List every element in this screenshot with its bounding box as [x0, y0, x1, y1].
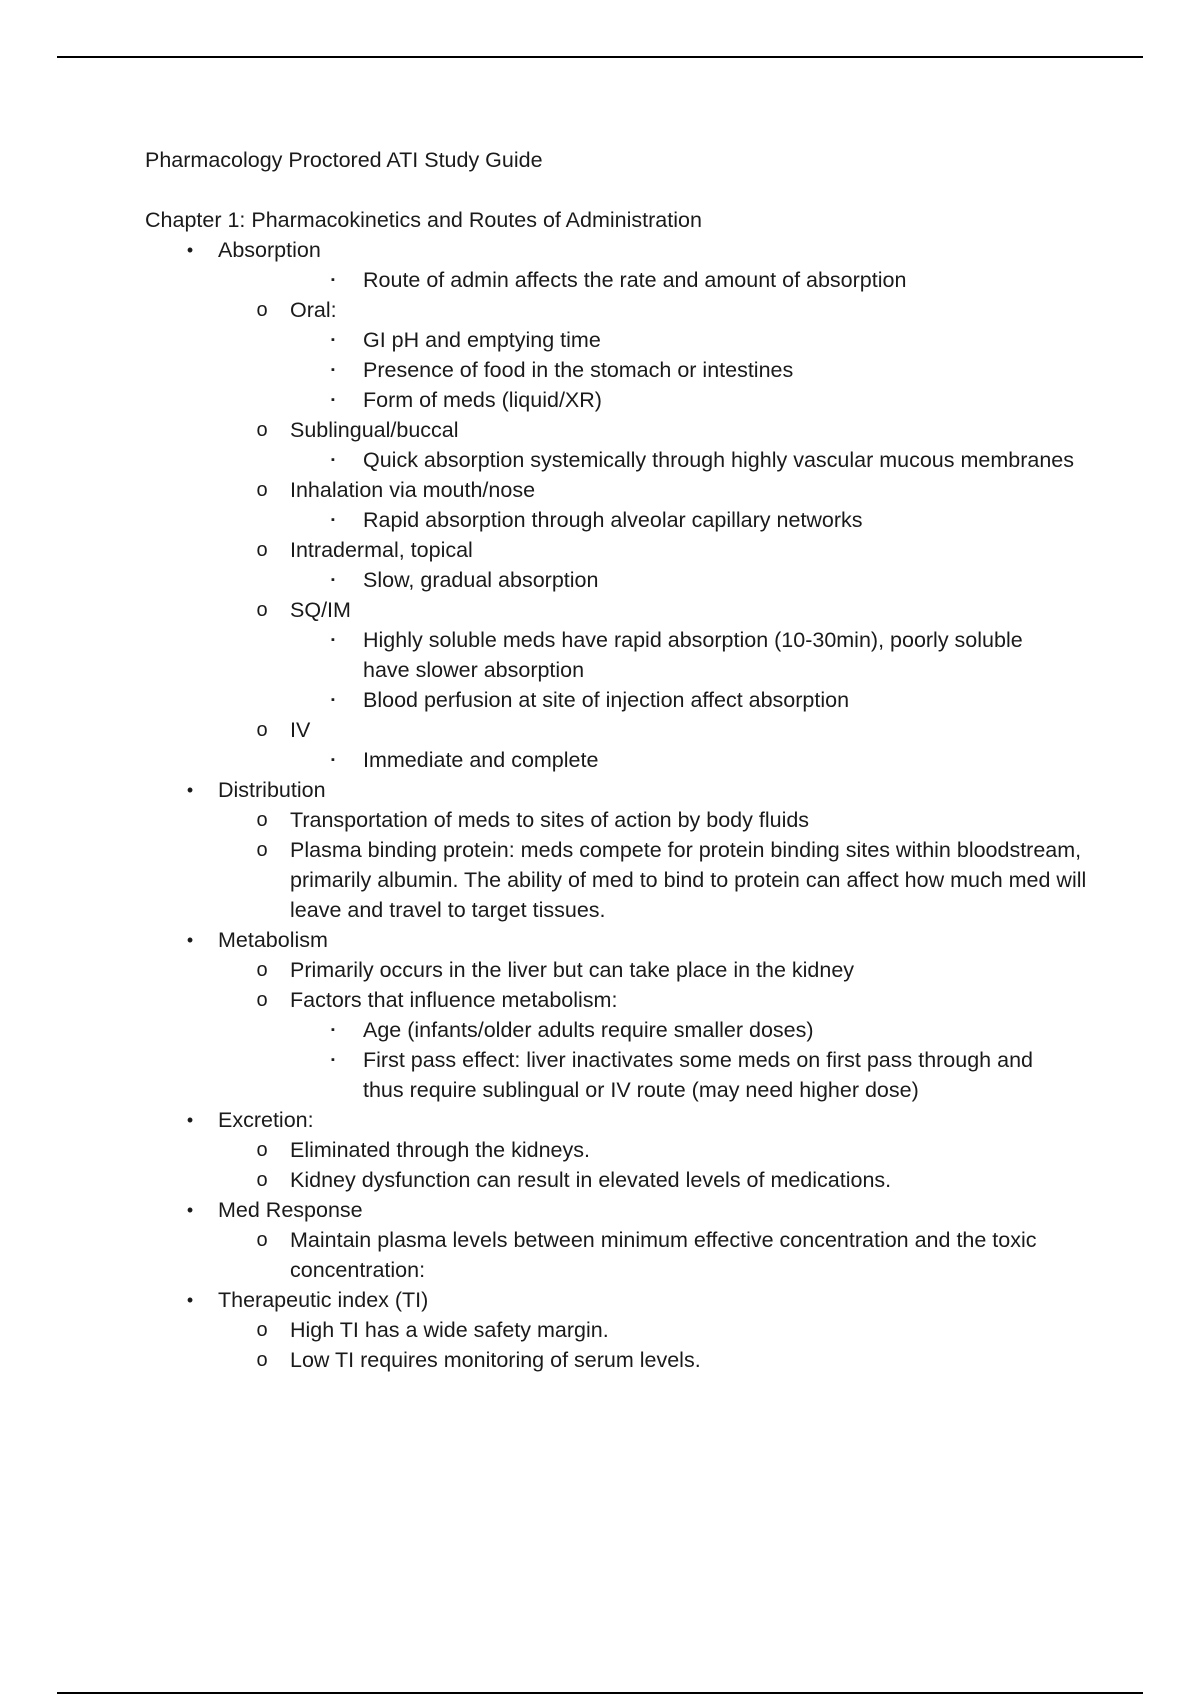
- outline-item-text: Metabolism: [218, 928, 328, 952]
- square-marker-icon: ▪: [331, 634, 335, 646]
- outline-item-level-2: [0, 805, 1200, 835]
- outline-item-text: SQ/IM: [290, 598, 351, 622]
- document-title: Pharmacology Proctored ATI Study Guide: [145, 148, 543, 172]
- square-marker-icon: ▪: [331, 754, 335, 766]
- outline-item-text: Quick absorption systemically through highly vascular mucous membranes: [363, 448, 1075, 472]
- outline-item-level-1: [0, 1105, 1200, 1135]
- outline-item-level-2: [0, 475, 1200, 505]
- outline-item-level-1: [0, 775, 1200, 805]
- outline-item-level-2: [0, 535, 1200, 565]
- outline-item-text: Slow, gradual absorption: [363, 568, 599, 592]
- circle-marker-icon: o: [256, 1319, 268, 1341]
- outline-item-level-1: [0, 1195, 1200, 1225]
- outline-item-level-2: [0, 1165, 1200, 1195]
- outline-item-level-1: [0, 1285, 1200, 1315]
- square-marker-icon: ▪: [331, 394, 335, 406]
- outline-item-level-2: [0, 595, 1200, 625]
- outline-item-level-3: [0, 565, 1200, 595]
- outline-item-level-2: [0, 985, 1200, 1015]
- outline-item-text: Factors that influence metabolism:: [290, 988, 618, 1012]
- outline-item-text: Route of admin affects the rate and amount of absorption: [363, 268, 907, 292]
- outline-item-level-2: [0, 1345, 1200, 1375]
- footer-rule: [57, 1692, 1143, 1694]
- outline-item-text: Therapeutic index (TI): [218, 1288, 429, 1312]
- header-rule: [57, 56, 1143, 58]
- outline-item-text: High TI has a wide safety margin.: [290, 1318, 609, 1342]
- outline-item-text: Plasma binding protein: meds compete for protein binding sites within bloodstream, primarily albumin. The ability of med to bind to protein can affect how much med will leave and travel to target tissues.: [290, 838, 1087, 922]
- outline-item-level-3: [0, 385, 1200, 415]
- outline-item-text: Rapid absorption through alveolar capillary networks: [363, 508, 863, 532]
- outline-item-level-1: [0, 235, 1200, 265]
- outline-item-text: Age (infants/older adults require smaller doses): [363, 1018, 814, 1042]
- bullet-marker-icon: •: [186, 930, 194, 950]
- circle-marker-icon: o: [256, 1349, 268, 1371]
- circle-marker-icon: o: [256, 839, 268, 861]
- bullet-marker-icon: •: [186, 1290, 194, 1310]
- outline-item-level-2: [0, 955, 1200, 985]
- square-marker-icon: ▪: [331, 574, 335, 586]
- outline-item-text: IV: [290, 718, 311, 742]
- outline-item-level-3: [0, 355, 1200, 385]
- circle-marker-icon: o: [256, 479, 268, 501]
- square-marker-icon: ▪: [331, 454, 335, 466]
- outline-item-text: Form of meds (liquid/XR): [363, 388, 602, 412]
- square-marker-icon: ▪: [331, 364, 335, 376]
- outline-item-text: Intradermal, topical: [290, 538, 473, 562]
- circle-marker-icon: o: [256, 419, 268, 441]
- bullet-marker-icon: •: [186, 1110, 194, 1130]
- outline-item-level-1: [0, 925, 1200, 955]
- outline-item-level-2: [0, 295, 1200, 325]
- outline-item-text: Blood perfusion at site of injection affect absorption: [363, 688, 850, 712]
- circle-marker-icon: o: [256, 539, 268, 561]
- outline-item-level-2: [0, 1225, 1200, 1285]
- outline-item-level-2: [0, 835, 1200, 925]
- outline-item-level-3: [0, 745, 1200, 775]
- outline-item-level-2: [0, 415, 1200, 445]
- outline-item-level-3: [0, 325, 1200, 355]
- outline-item-text: Low TI requires monitoring of serum levels.: [290, 1348, 701, 1372]
- outline-item-text: Presence of food in the stomach or intestines: [363, 358, 794, 382]
- outline-item-text: Kidney dysfunction can result in elevated levels of medications.: [290, 1168, 892, 1192]
- outline-item-level-3: [0, 625, 1200, 685]
- outline-item-text: Sublingual/buccal: [290, 418, 459, 442]
- outline-item-level-3: [0, 505, 1200, 535]
- bullet-marker-icon: •: [186, 240, 194, 260]
- outline-item-level-3: [0, 1015, 1200, 1045]
- outline-item-level-3: [0, 685, 1200, 715]
- circle-marker-icon: o: [256, 989, 268, 1011]
- circle-marker-icon: o: [256, 1229, 268, 1251]
- outline-item-level-2: [0, 715, 1200, 745]
- circle-marker-icon: o: [256, 1139, 268, 1161]
- bullet-marker-icon: •: [186, 1200, 194, 1220]
- circle-marker-icon: o: [256, 1169, 268, 1191]
- outline-list: [0, 235, 1200, 1375]
- circle-marker-icon: o: [256, 599, 268, 621]
- outline-item-text: First pass effect: liver inactivates some meds on first pass through and thus require sublingual or IV route (may need higher dose): [363, 1048, 1033, 1102]
- outline-item-text: Eliminated through the kidneys.: [290, 1138, 590, 1162]
- square-marker-icon: ▪: [331, 514, 335, 526]
- outline-item-text: Inhalation via mouth/nose: [290, 478, 536, 502]
- circle-marker-icon: o: [256, 719, 268, 741]
- outline-item-text: Immediate and complete: [363, 748, 599, 772]
- outline-item-text: Absorption: [218, 238, 321, 262]
- circle-marker-icon: o: [256, 809, 268, 831]
- circle-marker-icon: o: [256, 959, 268, 981]
- outline-item-text: Distribution: [218, 778, 326, 802]
- bullet-marker-icon: •: [186, 780, 194, 800]
- chapter-heading: Chapter 1: Pharmacokinetics and Routes of Administration: [145, 208, 702, 232]
- outline-item-level-2: [0, 1135, 1200, 1165]
- outline-item-level-3: [0, 1045, 1200, 1105]
- outline-item-text: GI pH and emptying time: [363, 328, 601, 352]
- square-marker-icon: ▪: [331, 694, 335, 706]
- square-marker-icon: ▪: [331, 1024, 335, 1036]
- outline-item-level-2: [0, 1315, 1200, 1345]
- circle-marker-icon: o: [256, 299, 268, 321]
- square-marker-icon: ▪: [331, 334, 335, 346]
- square-marker-icon: ▪: [331, 274, 335, 286]
- outline-item-text: Highly soluble meds have rapid absorption (10-30min), poorly soluble have slower absorption: [363, 628, 1023, 682]
- outline-item-text: Oral:: [290, 298, 337, 322]
- outline-item-level-3: [0, 445, 1200, 475]
- outline-item-level-3: [0, 265, 1200, 295]
- outline-item-text: Excretion:: [218, 1108, 314, 1132]
- outline-item-text: Med Response: [218, 1198, 363, 1222]
- outline-item-text: Primarily occurs in the liver but can take place in the kidney: [290, 958, 855, 982]
- outline-item-text: Maintain plasma levels between minimum effective concentration and the toxic concentration:: [290, 1228, 1037, 1282]
- outline-item-text: Transportation of meds to sites of action by body fluids: [290, 808, 810, 832]
- square-marker-icon: ▪: [331, 1054, 335, 1066]
